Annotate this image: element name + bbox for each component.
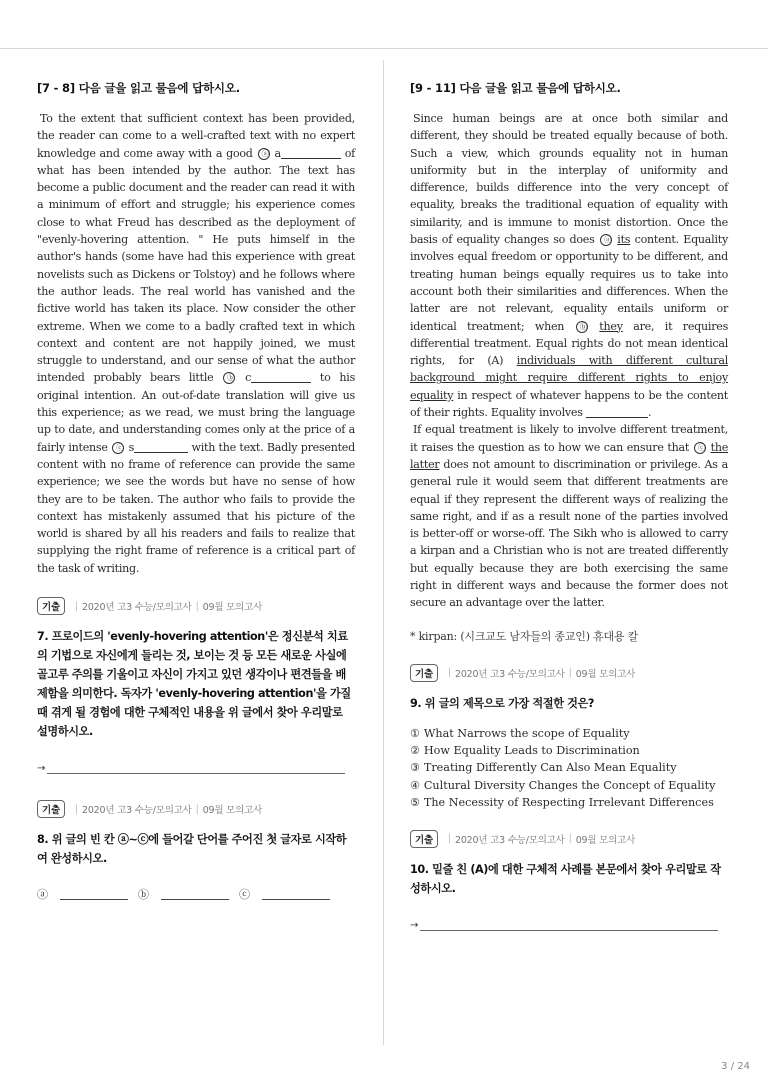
exam-source: 2020년 고3 수능/모의고사 — [81, 805, 192, 817]
passage-text-1: To the extent that sufficient context has been provided, the reader can come to a well-crafted text with no expert knowledge and come away with a good — [37, 112, 355, 160]
exam-month: 09월 모의고사 — [575, 668, 636, 680]
question-meta-10: 기출 | 2020년 고3 수능/모의고사 | 09월 모의고사 — [410, 830, 728, 848]
option-2[interactable]: ② How Equality Leads to Discrimination — [410, 744, 640, 758]
question-meta-9: 기출 | 2020년 고3 수능/모의고사 | 09월 모의고사 — [410, 664, 728, 682]
footnote-kirpan: * kirpan: (시크교도 남자들의 종교인) 휴대용 칼 — [410, 629, 639, 643]
answer-label-a: ⓐ — [37, 888, 48, 902]
marker-a: ⓐ — [600, 234, 612, 246]
answer-blank-c[interactable] — [262, 889, 330, 900]
answer-blanks-8 — [37, 886, 355, 902]
question-8: 8. 위 글의 빈 칸 ⓐ~ⓒ에 들어갈 단어를 주어진 첫 글자로 시작하여 완성하시오. — [37, 833, 347, 866]
exam-month: 09월 모의고사 — [202, 602, 263, 614]
exam-source: 2020년 고3 수능/모의고사 — [454, 834, 565, 846]
question-meta-7: 기출 | 2020년 고3 수능/모의고사 | 09월 모의고사 — [37, 597, 355, 615]
answer-underline — [47, 772, 345, 774]
blank-c[interactable] — [134, 440, 188, 453]
blank-a[interactable] — [281, 146, 341, 159]
exam-month: 09월 모의고사 — [575, 834, 636, 846]
blank-marker-c: ⓒ — [112, 442, 124, 454]
passage-text-4: in respect of whatever happens to be the content of their rights. Equality involves — [410, 388, 728, 420]
right-column — [410, 80, 728, 931]
blank-letter-b: c — [245, 371, 252, 385]
exam-month: 09월 모의고사 — [202, 805, 263, 817]
underlined-the-latter: the latter — [410, 440, 729, 471]
passage-text-3: to his original intention. An out-of-date translation will give us this experience; as we read, we must bring the language up to date, and understanding comes only at the price of a fairly intense — [37, 371, 356, 454]
option-5[interactable]: ⑤ The Necessity of Respecting Irrelevant Differences — [410, 796, 714, 810]
exam-source: 2020년 고3 수능/모의고사 — [454, 668, 565, 680]
marker-b: ⓑ — [576, 321, 588, 333]
blank-equality-involves[interactable] — [586, 405, 648, 418]
option-3[interactable]: ③ Treating Differently Can Also Mean Equality — [410, 761, 677, 775]
blank-letter-a: a — [274, 146, 281, 160]
answer-blank-b[interactable] — [161, 889, 229, 900]
answer-arrow-icon: → — [410, 919, 419, 931]
exam-source: 2020년 고3 수능/모의고사 — [81, 602, 192, 614]
blank-marker-a: ⓐ — [258, 148, 270, 160]
header-rule — [0, 48, 768, 49]
left-column — [37, 80, 355, 902]
section-title-7-8: [7 - 8] 다음 글을 읽고 물음에 답하시오. — [37, 81, 240, 95]
question-9: 9. 위 글의 제목으로 가장 적절한 것은? — [410, 696, 594, 710]
option-4[interactable]: ④ Cultural Diversity Changes the Concept of Equality — [410, 778, 716, 792]
exam-badge: 기출 — [410, 664, 438, 682]
column-divider — [383, 60, 384, 1045]
passage-text-2: content. Equality involves equal freedom or opportunity to be different, and treating human beings equally requires us to take into account both their similarities and differences. When the latter are not relevant, equality entails uniform or identical treatment; when — [410, 233, 728, 333]
passage-7-8 — [37, 110, 355, 577]
option-1[interactable]: ① What Narrows the scope of Equality — [410, 726, 630, 740]
passage-text-2: of what has been intended by the author. The text has become a public document and the reader can read it with a minimum of effort and struggle; his experience comes close to what Freud has described as the deployment of "evenly-hovering attention. " He puts himself in the author's hands (some have had this experience with great novelists such as Dickens or Tolstoy) and he follows where the author leads. The real world has vanished and the fictive world has taken its place. Now consider the other extreme. When we come to a badly crafted text in which context and content are not happily joined, we must struggle to understand, and our sense of what the author intended probably bears little — [37, 146, 355, 385]
marker-c: ⓒ — [694, 442, 706, 454]
answer-arrow-icon: → — [37, 763, 46, 775]
passage-text-1: Since human beings are at once both similar and different, they should be treated equally because of both. Such a view, which grounds equality not in human uniformity but in the interplay of uniformity and difference, builds difference into the very concept of equality, breaks the traditional equation of equality with similarity, and is immune to monist distortion. Once the basis of equality changes so does — [410, 112, 728, 247]
blank-b[interactable] — [251, 370, 311, 383]
answer-blank-a[interactable] — [60, 889, 128, 900]
passage-text-7: does not amount to discrimination or privilege. As a general rule it would seem that different treatments are equal if they represent the different ways of realizing the same right, and if as a result none of the parties involved is better-off or worse-off. The Sikh who is allowed to carry a kirpan and a Christian who is not are treated differently but equally because they are both exercising the same right in different ways and because the former does not secure an advantage over the latter. — [410, 457, 728, 610]
answer-line-7[interactable] — [37, 763, 355, 774]
passage-text-6: If equal treatment is likely to involve different treatment, it raises the question as to how we can ensure that — [410, 423, 728, 454]
blank-marker-b: ⓑ — [223, 372, 235, 384]
answer-label-b: ⓑ — [138, 888, 149, 902]
answer-underline — [420, 929, 718, 931]
question-meta-8: 기출 | 2020년 고3 수능/모의고사 | 09월 모의고사 — [37, 800, 355, 818]
question-10: 10. 밑줄 친 (A)에 대한 구체적 사례를 본문에서 찾아 우리말로 작성하시오. — [410, 862, 721, 895]
blank-letter-c: s — [128, 440, 135, 454]
page-number: 3 / 24 — [721, 1061, 750, 1072]
underlined-a-phrase: individuals with different cultural background might require different rights to enjoy equality — [410, 354, 729, 402]
exam-badge: 기출 — [37, 597, 65, 615]
passage-text-4: with the text. Badly presented content with no frame of reference can provide the same experience; we see the words but have no sense of how they are to be taken. The author who fails to provide the context has mistakenly assumed that his picture of the world is shared by all his readers and fails to realize that supplying the right frame of reference is a critical part of the task of writing. — [37, 440, 355, 575]
question-7: 7. 프로이드의 'evenly-hovering attention'은 정신분석 치료의 기법으로 자신에게 들리는 것, 보이는 것 등 모든 새로운 사실에 골고루 주의를 기울이고 자신이 가지고 있던 생각이나 편견들을 배제함을 의미한다. 독자가 'evenly-hovering attention'을 가질 때 겪게 될 경험에 대한 구체적인 내용을 위 글에서 찾아 우리말로 설명하시오. — [37, 630, 351, 739]
underlined-they: they — [599, 319, 623, 333]
answer-line-10[interactable] — [410, 920, 728, 931]
underlined-its: its — [617, 233, 631, 247]
passage-text-3: are, it requires differential treatment. Equal rights do not mean identical rights, for (A) — [410, 319, 729, 368]
options-9 — [410, 725, 728, 812]
exam-badge: 기출 — [410, 830, 438, 848]
passage-9-11: Since human beings are at once both similar and different, they should be treated equally because of both. Such a view, which grounds equality not in human uniformity but in the interplay of uniformity and difference, builds difference into the very concept of equality, breaks the traditional equation of equality with similarity, and is immune to monist distortion. Once the basis of equality changes so does ⓐ its content. Equality involves equal freedom or opportunity to be different, and treating human beings equally requires us to take into account both their similarities and differences. When the latter are not relevant, equality entails uniform or identical treatment; when ⓑ they are, it requires differential treatment. Equal rights do not mean identical rights, for (A) individuals with different cultural background might require different rights to enjoy equality in respect of whatever happens to be the content of their rights. Equality involves . If equal treatment is likely to involve different treatment, it raises the question as to how we can ensure that ⓒ the latter does not amount to discrimination or privilege. As a general rule it would seem that different treatments are equal if they represent the different ways of realizing the same right, and if as a result none of the parties involved is better-off or worse-off. The Sikh who is allowed to carry a kirpan and a Christian who is not are treated differently but equally because they are both exercising the same right in different ways and because the former does not secure an advantage over the latter. — [410, 112, 729, 610]
exam-badge: 기출 — [37, 800, 65, 818]
answer-label-c: ⓒ — [239, 888, 250, 902]
section-title-9-11: [9 - 11] 다음 글을 읽고 물음에 답하시오. — [410, 81, 621, 95]
